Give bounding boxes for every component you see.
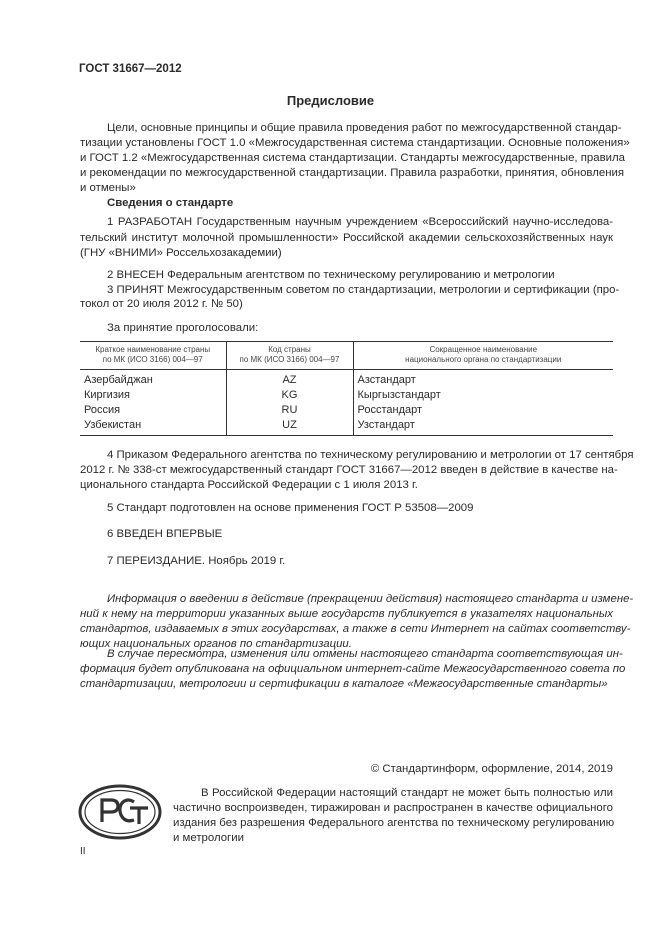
country-cell: Азербайджан (84, 374, 153, 386)
body-cell: Росстандарт (353, 403, 613, 418)
voted-label: За принятие проголосовали: (107, 322, 259, 334)
page-number: II (80, 846, 86, 857)
text-line: Цели, основные принципы и общие правила проведения работ по межгосударственной стандар- (107, 122, 622, 134)
text-line: ционального стандарта Российской Федерации с 1 июля 2013 г. (80, 479, 418, 491)
text-line: и отмены» (80, 182, 136, 194)
country-cell: Узбекистан (80, 418, 226, 436)
text-line: токол от 20 июля 2012 г. № 50) (80, 298, 243, 310)
table-row (80, 418, 613, 436)
code-cell: KG (226, 388, 353, 403)
header-code: Код страны по МК (ИСО 3166) 004—97 (226, 342, 353, 370)
table-header-row (80, 342, 613, 370)
text-line: стандартов, издаваемых в этих государствах, а также в сети Интернет на сайтах соответству- (80, 623, 631, 635)
document-code: ГОСТ 31667—2012 (79, 63, 182, 75)
item-6: 6 ВВЕДЕН ВПЕРВЫЕ (107, 528, 223, 540)
copyright: © Стандартинформ, оформление, 2014, 2019 (370, 763, 613, 775)
text-line: Информация о введении в действие (прекращении действия) настоящего стандарта и измене- (107, 593, 634, 605)
item-5: 5 Стандарт подготовлен на основе применения ГОСТ Р 53508—2009 (107, 502, 474, 514)
text-line: издания без разрешения Федерального агентства по техническому регулированию (173, 817, 615, 829)
code-cell: AZ (226, 370, 353, 389)
text-line: частично воспроизведен, тиражирован и распространен в качестве официального (173, 802, 613, 814)
text-line: В Российской Федерации настоящий стандарт не может быть полностью или (201, 787, 613, 799)
body-cell: Кыргызстандарт (353, 388, 613, 403)
text-line: ний к нему на территории указанных выше государств публикуется в указателях национальных (80, 608, 613, 620)
text-line: и ГОСТ 1.2 «Межгосударственная система стандартизации. Стандарты межгосударственные, правила (80, 152, 625, 164)
code-cell: UZ (226, 418, 353, 436)
text-line: 2012 г. № 338-ст межгосударственный стандарт ГОСТ 31667—2012 введен в действие в качестве на- (80, 464, 618, 476)
text-line: 4 Приказом Федерального агентства по техническому регулированию и метрологии от 17 сентября (107, 449, 634, 461)
text-line: тизации установлены ГОСТ 1.0 «Межгосударственная система стандартизации. Основные положения» (80, 137, 630, 149)
text-line: (ГНУ «ВНИМИ» Россельхозакадемии) (80, 247, 282, 259)
text-line: и рекомендации по межгосударственной стандартизации. Правила разработки, принятия, обновления (80, 167, 625, 179)
table-row (80, 403, 613, 418)
table-row (80, 370, 613, 389)
text-line: тельский институт молочной промышленности» Российской академии сельскохозяйственных наук (80, 232, 613, 244)
foreword-title: Предисловие (286, 93, 375, 108)
table-row (80, 388, 613, 403)
voting-table (80, 341, 613, 436)
text-line: 1 РАЗРАБОТАН Государственным научным учреждением «Всероссийский научно-исследова- (107, 216, 613, 228)
text-line: 3 ПРИНЯТ Межгосударственным советом по стандартизации, метрологии и сертификации (про- (107, 284, 620, 296)
item-2: 2 ВНЕСЕН Федеральным агентством по техническому регулированию и метрологии (107, 269, 555, 281)
body-cell: Азстандарт (353, 370, 613, 389)
header-country: Краткое наименование страны по МК (ИСО 3166) 004—97 (80, 342, 226, 370)
code-cell: RU (226, 403, 353, 418)
header-body: Сокращенное наименование национального органа по стандартизации (353, 342, 613, 370)
country-cell: Киргизия (84, 389, 130, 401)
text-line: и метрологии (173, 832, 244, 844)
body-cell: Узстандарт (353, 418, 613, 436)
text-line: ющих национальных органов по стандартизации. (80, 638, 352, 650)
text-line: стандартизации, метрологии и сертификации в каталоге «Межгосударственные стандарты» (80, 678, 608, 690)
text-line: В случае пересмотра, изменения или отмены настоящего стандарта соответствующая ин- (107, 648, 623, 660)
text-line: формация будет опубликована на официальном интернет-сайте Межгосударственного совета по (80, 663, 626, 675)
item-7: 7 ПЕРЕИЗДАНИЕ. Ноябрь 2019 г. (107, 555, 286, 567)
country-cell: Россия (84, 404, 121, 416)
rst-logo-icon (78, 784, 166, 840)
section-title: Сведения о стандарте (107, 197, 234, 209)
